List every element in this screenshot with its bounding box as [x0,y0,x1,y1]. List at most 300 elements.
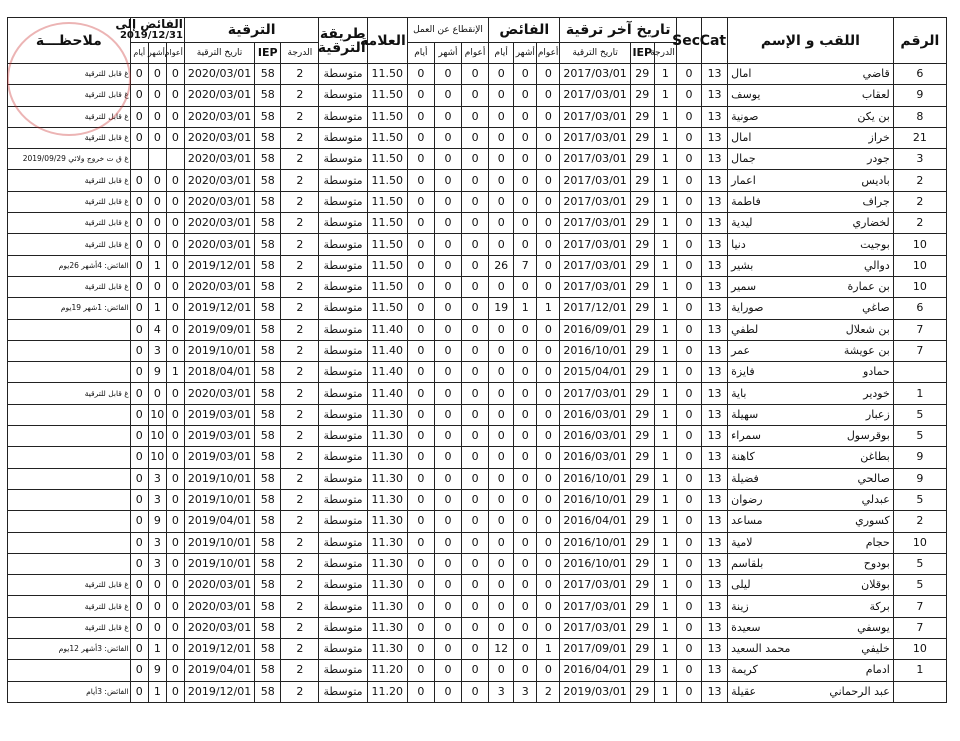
cell-lp: 2017/03/01 [560,191,630,212]
cell-note [8,532,131,553]
cell-sd: 0 [489,596,514,617]
cell-fd: 0 [130,298,148,319]
cell-sm: 0 [514,404,537,425]
cell-im: 0 [434,106,461,127]
header-f-days: أيام [130,43,148,64]
cell-method: متوسطة [319,319,367,340]
cell-cat: 13 [702,362,728,383]
cell-id: 0 [407,85,434,106]
cell-fd: 0 [130,426,148,447]
table-row [8,383,947,404]
cell-piep: 58 [255,553,281,574]
cell-note: غ قابل للترقية [8,575,131,596]
cell-fy: 0 [166,575,184,596]
cell-sy: 0 [537,85,560,106]
cell-iy: 0 [462,617,489,638]
cell-lp: 2017/03/01 [560,276,630,297]
cell-sy: 0 [537,106,560,127]
cell-pdate: 2019/12/01 [184,639,254,660]
cell-fd: 0 [130,319,148,340]
cell-pdate: 2019/12/01 [184,255,254,276]
cell-sm: 0 [514,362,537,383]
cell-sm: 0 [514,660,537,681]
cell-id: 0 [407,127,434,148]
cell-num: 10 [893,276,946,297]
cell-num: 3 [893,149,946,170]
cell-method: متوسطة [319,127,367,148]
cell-pdeg: 2 [281,489,319,510]
cell-cat: 13 [702,191,728,212]
cell-id: 0 [407,170,434,191]
cell-note [8,468,131,489]
cell-iy: 0 [462,340,489,361]
cell-note: الفائض: 1شهر 19يوم [8,298,131,319]
cell-name [728,149,894,170]
cell-iep: 29 [630,213,654,234]
cell-num: 5 [893,489,946,510]
cell-im: 0 [434,404,461,425]
cell-pdate: 2020/03/01 [184,617,254,638]
cell-last-name: جراف [862,194,890,208]
cell-piep: 58 [255,170,281,191]
cell-last-name: بوجيت [860,237,890,251]
cell-mark: 11.50 [367,213,407,234]
cell-fy: 0 [166,617,184,638]
cell-pdate: 2019/04/01 [184,511,254,532]
cell-deg: 1 [654,191,676,212]
cell-piep: 58 [255,426,281,447]
cell-id: 0 [407,340,434,361]
cell-lp: 2017/03/01 [560,170,630,191]
cell-name [728,617,894,638]
table-row [8,575,947,596]
cell-lp: 2017/03/01 [560,85,630,106]
cell-id: 0 [407,639,434,660]
cell-iep: 29 [630,511,654,532]
cell-im: 0 [434,639,461,660]
table-row [8,532,947,553]
cell-sd: 0 [489,340,514,361]
cell-pdeg: 2 [281,255,319,276]
cell-name [728,127,894,148]
cell-iy: 0 [462,298,489,319]
cell-deg: 1 [654,127,676,148]
cell-id: 0 [407,553,434,574]
cell-iy: 0 [462,149,489,170]
cell-mark: 11.30 [367,426,407,447]
cell-iy: 0 [462,532,489,553]
cell-cat: 13 [702,553,728,574]
cell-iy: 0 [462,234,489,255]
cell-piep: 58 [255,617,281,638]
cell-sm: 0 [514,426,537,447]
cell-iep: 29 [630,532,654,553]
cell-mark: 11.30 [367,575,407,596]
cell-deg: 1 [654,553,676,574]
cell-first-name: امال [731,131,752,145]
cell-method: متوسطة [319,170,367,191]
cell-fy [166,149,184,170]
cell-sec: 0 [676,191,701,212]
cell-sy: 0 [537,532,560,553]
cell-method: متوسطة [319,596,367,617]
cell-piep: 58 [255,298,281,319]
cell-sm: 0 [514,127,537,148]
cell-fd: 0 [130,596,148,617]
cell-sm: 0 [514,85,537,106]
cell-iep: 29 [630,681,654,702]
cell-name [728,489,894,510]
cell-name [728,319,894,340]
cell-pdate: 2019/04/01 [184,660,254,681]
cell-lp: 2017/03/01 [560,149,630,170]
cell-iep: 29 [630,426,654,447]
cell-iep: 29 [630,319,654,340]
cell-sec: 0 [676,340,701,361]
cell-mark: 11.30 [367,639,407,660]
cell-mark: 11.40 [367,319,407,340]
cell-deg: 1 [654,276,676,297]
cell-cat: 13 [702,276,728,297]
header-degree: الدرجة [654,43,676,64]
cell-sd: 0 [489,64,514,85]
cell-num: 7 [893,340,946,361]
cell-mark: 11.50 [367,170,407,191]
table-row [8,362,947,383]
cell-fy: 0 [166,447,184,468]
cell-fm: 0 [148,234,166,255]
header-i-years: أعوام [462,43,489,64]
cell-id: 0 [407,617,434,638]
cell-iep: 29 [630,255,654,276]
cell-name [728,511,894,532]
header-note: ملاحظـــة [8,18,131,64]
cell-method: متوسطة [319,489,367,510]
cell-lp: 2017/03/01 [560,234,630,255]
cell-note: غ قابل للترقية [8,213,131,234]
cell-mark: 11.30 [367,511,407,532]
cell-sm: 0 [514,276,537,297]
cell-sy: 0 [537,170,560,191]
cell-mark: 11.50 [367,85,407,106]
cell-fd: 0 [130,681,148,702]
cell-last-name: بوقلان [861,578,890,592]
cell-last-name: بركة [869,599,890,613]
cell-fm: 3 [148,532,166,553]
cell-sy: 0 [537,660,560,681]
header-promo-method: طريقة الترقية [319,18,367,64]
header-surplus-until [115,17,184,43]
cell-pdate: 2020/03/01 [184,85,254,106]
cell-id: 0 [407,660,434,681]
cell-method: متوسطة [319,191,367,212]
cell-sm: 0 [514,213,537,234]
cell-piep: 58 [255,596,281,617]
cell-sd: 0 [489,575,514,596]
cell-id: 0 [407,298,434,319]
cell-last-name: لعقاب [861,88,890,102]
cell-im: 0 [434,575,461,596]
cell-pdate: 2020/03/01 [184,276,254,297]
cell-cat: 13 [702,213,728,234]
cell-iy: 0 [462,213,489,234]
cell-sec: 0 [676,362,701,383]
header-i-days: أيام [407,43,434,64]
cell-first-name: يوسف [731,88,761,102]
cell-iy: 0 [462,362,489,383]
cell-fy: 0 [166,596,184,617]
cell-first-name: صونية [731,109,759,123]
cell-num [893,362,946,383]
cell-fm: 10 [148,426,166,447]
cell-iy: 0 [462,553,489,574]
cell-sm: 3 [514,681,537,702]
cell-note [8,319,131,340]
table-row [8,340,947,361]
cell-id: 0 [407,383,434,404]
cell-sd: 0 [489,489,514,510]
cell-lp: 2016/04/01 [560,511,630,532]
cell-pdeg: 2 [281,447,319,468]
cell-sm: 0 [514,489,537,510]
cell-pdeg: 2 [281,660,319,681]
cell-iy: 0 [462,255,489,276]
cell-im: 0 [434,127,461,148]
cell-pdeg: 2 [281,617,319,638]
cell-lp: 2016/10/01 [560,489,630,510]
cell-sm: 0 [514,468,537,489]
cell-fm: 0 [148,170,166,191]
cell-name [728,340,894,361]
cell-mark: 11.30 [367,553,407,574]
cell-pdeg: 2 [281,276,319,297]
cell-sy: 0 [537,404,560,425]
cell-mark: 11.30 [367,532,407,553]
cell-cat: 13 [702,149,728,170]
cell-sy: 0 [537,489,560,510]
cell-iy: 0 [462,575,489,596]
cell-pdate: 2019/09/01 [184,319,254,340]
cell-sec: 0 [676,319,701,340]
cell-cat: 13 [702,404,728,425]
cell-iep: 29 [630,85,654,106]
cell-last-name: زعبار [865,407,890,421]
cell-im: 0 [434,298,461,319]
cell-pdeg: 2 [281,681,319,702]
cell-sec: 0 [676,106,701,127]
cell-fy: 0 [166,276,184,297]
cell-sy: 0 [537,468,560,489]
cell-deg: 1 [654,575,676,596]
cell-first-name: جمال [731,152,756,166]
cell-last-name: عبدلي [861,493,890,507]
cell-lp: 2016/10/01 [560,468,630,489]
cell-id: 0 [407,532,434,553]
cell-fd [130,149,148,170]
cell-note: غ قابل للترقية [8,106,131,127]
cell-fd: 0 [130,468,148,489]
cell-first-name: سهيلة [731,407,759,421]
cell-iep: 29 [630,447,654,468]
cell-method: متوسطة [319,426,367,447]
cell-id: 0 [407,426,434,447]
cell-sec: 0 [676,234,701,255]
cell-lp: 2017/03/01 [560,383,630,404]
cell-fy: 0 [166,511,184,532]
cell-deg: 1 [654,681,676,702]
cell-num: 9 [893,85,946,106]
header-p-iep: IEP [255,43,281,64]
table-row [8,681,947,702]
cell-pdate: 2019/10/01 [184,468,254,489]
cell-lp: 2016/10/01 [560,532,630,553]
cell-piep: 58 [255,255,281,276]
cell-piep: 58 [255,340,281,361]
cell-note: غ قابل للترقية [8,596,131,617]
cell-sec: 0 [676,489,701,510]
cell-fy: 0 [166,383,184,404]
cell-name [728,681,894,702]
cell-im: 0 [434,319,461,340]
cell-piep: 58 [255,468,281,489]
table-row [8,511,947,532]
cell-name [728,191,894,212]
cell-num: 10 [893,532,946,553]
cell-sm: 0 [514,511,537,532]
cell-num: 5 [893,553,946,574]
cell-num: 2 [893,191,946,212]
cell-method: متوسطة [319,64,367,85]
cell-lp: 2017/03/01 [560,575,630,596]
cell-num: 6 [893,298,946,319]
cell-name [728,276,894,297]
cell-sy: 0 [537,64,560,85]
cell-iy: 0 [462,596,489,617]
surplus-until-label: الفائض إلى [115,17,183,31]
cell-note: غ قابل للترقية [8,85,131,106]
cell-mark: 11.20 [367,681,407,702]
cell-cat: 13 [702,64,728,85]
cell-lp: 2017/03/01 [560,617,630,638]
cell-note: غ قابل للترقية [8,276,131,297]
cell-fd: 0 [130,64,148,85]
cell-cat: 13 [702,468,728,489]
cell-last-name: بن شعلال [845,322,890,336]
cell-deg: 1 [654,149,676,170]
cell-mark: 11.50 [367,106,407,127]
cell-first-name: فاطمة [731,194,761,208]
cell-im: 0 [434,426,461,447]
cell-note: الفائض: 3أيام [8,681,131,702]
cell-iep: 29 [630,489,654,510]
cell-fm: 4 [148,319,166,340]
cell-num: 9 [893,447,946,468]
cell-deg: 1 [654,170,676,191]
cell-lp: 2016/04/01 [560,660,630,681]
cell-sd: 0 [489,127,514,148]
cell-fy: 0 [166,426,184,447]
cell-fm: 0 [148,617,166,638]
cell-im: 0 [434,64,461,85]
header-promo-date: تاريخ الترقية [560,43,630,64]
cell-iep: 29 [630,340,654,361]
cell-pdeg: 2 [281,383,319,404]
cell-fd: 0 [130,170,148,191]
cell-sd: 0 [489,426,514,447]
cell-sd: 0 [489,106,514,127]
cell-sy: 0 [537,575,560,596]
cell-cat: 13 [702,85,728,106]
cell-pdate: 2019/10/01 [184,553,254,574]
cell-iy: 0 [462,191,489,212]
cell-pdate: 2019/03/01 [184,426,254,447]
cell-fy: 0 [166,127,184,148]
cell-fd: 0 [130,383,148,404]
cell-iy: 0 [462,170,489,191]
table-row [8,468,947,489]
cell-sm: 0 [514,319,537,340]
cell-num: 2 [893,511,946,532]
cell-note: غ قابل للترقية [8,617,131,638]
cell-deg: 1 [654,468,676,489]
cell-fm: 3 [148,553,166,574]
cell-sy: 0 [537,276,560,297]
cell-fd: 0 [130,532,148,553]
cell-fm: 0 [148,106,166,127]
cell-note [8,340,131,361]
surplus-until-date: 2019/12/31 [119,30,183,41]
cell-sd: 0 [489,234,514,255]
cell-sec: 0 [676,596,701,617]
cell-iy: 0 [462,447,489,468]
cell-name [728,553,894,574]
cell-sd: 0 [489,468,514,489]
cell-pdeg: 2 [281,149,319,170]
cell-last-name: كسوري [855,514,890,528]
cell-cat: 13 [702,660,728,681]
cell-first-name: محمد السعيد [731,642,791,656]
cell-pdate: 2019/10/01 [184,340,254,361]
cell-sec: 0 [676,681,701,702]
cell-method: متوسطة [319,234,367,255]
cell-piep: 58 [255,276,281,297]
cell-sy: 0 [537,383,560,404]
cell-first-name: بشير [731,258,754,272]
cell-deg: 1 [654,85,676,106]
cell-name [728,213,894,234]
cell-sm: 0 [514,639,537,660]
cell-iep: 29 [630,553,654,574]
header-name: اللقب و الإسم [728,18,894,64]
cell-lp: 2017/12/01 [560,298,630,319]
cell-deg: 1 [654,660,676,681]
cell-id: 0 [407,213,434,234]
header-sec: Sec [676,18,701,64]
cell-note [8,447,131,468]
cell-note: غ ق ت خروج ولائي 2019/09/29 [8,149,131,170]
cell-fy: 0 [166,64,184,85]
cell-iep: 29 [630,404,654,425]
cell-sm: 0 [514,383,537,404]
cell-sm: 0 [514,191,537,212]
cell-im: 0 [434,340,461,361]
cell-fd: 0 [130,362,148,383]
cell-sm: 0 [514,149,537,170]
cell-deg: 1 [654,426,676,447]
cell-fd: 0 [130,489,148,510]
cell-fd: 0 [130,639,148,660]
cell-sy: 0 [537,617,560,638]
